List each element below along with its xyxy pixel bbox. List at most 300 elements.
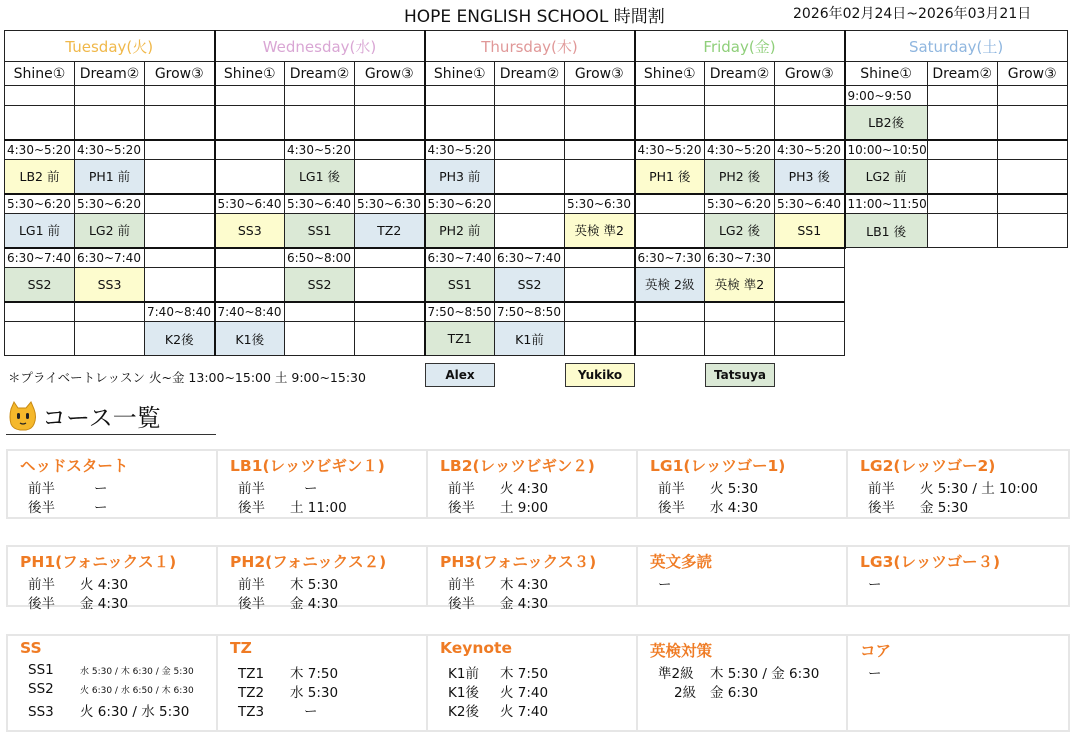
course-card	[846, 545, 1070, 607]
class-cell	[775, 106, 845, 140]
course-name: PH3(フォニックス３)	[440, 553, 597, 571]
schedule-label: 後半	[28, 500, 55, 516]
schedule-label: 前半	[448, 481, 475, 497]
time-cell	[145, 194, 215, 214]
course-schedule-row	[28, 496, 108, 516]
legend-yukiko: Yukiko	[565, 363, 635, 387]
course-card	[216, 634, 428, 732]
class-cell: PH2 前	[425, 214, 495, 248]
course-name: LG3(レッツゴー３)	[860, 553, 1001, 571]
course-schedule-row	[868, 662, 882, 682]
time-cell: 5:30~6:20	[75, 194, 145, 214]
schedule-label: K1後	[448, 685, 479, 701]
time-cell	[565, 248, 635, 268]
course-card	[846, 634, 1070, 732]
class-header: Grow③	[565, 62, 635, 86]
course-schedule-row	[658, 573, 672, 593]
time-cell: 6:30~7:40	[425, 248, 495, 268]
schedule-label: 前半	[658, 481, 685, 497]
course-schedule-row	[658, 681, 758, 701]
time-cell	[565, 86, 635, 106]
time-cell	[495, 140, 565, 160]
class-cell: LB1 後	[845, 214, 928, 248]
empty-area	[845, 302, 928, 322]
time-cell	[495, 194, 565, 214]
schedule-value: 金 5:30	[920, 500, 969, 516]
time-cell	[927, 194, 997, 214]
class-cell	[997, 106, 1067, 140]
course-schedule-row	[448, 662, 548, 682]
class-cell	[355, 160, 425, 194]
class-header: Dream②	[705, 62, 775, 86]
class-cell	[565, 322, 635, 356]
time-cell	[997, 86, 1067, 106]
schedule-value: ー	[304, 704, 318, 720]
course-schedule-row	[238, 496, 347, 516]
class-cell: SS3	[75, 268, 145, 302]
schedule-label: 前半	[868, 481, 895, 497]
course-schedule-row	[658, 477, 758, 497]
class-cell	[75, 322, 145, 356]
class-cell: 英検 準2	[565, 214, 635, 248]
time-cell: 5:30~6:40	[285, 194, 355, 214]
schedule-value: 金 6:30	[710, 685, 759, 701]
course-name: PH2(フォニックス２)	[230, 553, 387, 571]
schedule-value: 水 5:30 / 木 6:30 / 金 5:30	[80, 667, 194, 677]
class-cell: PH1 前	[75, 160, 145, 194]
class-header: Shine①	[845, 62, 928, 86]
course-schedule-row	[238, 477, 318, 497]
course-name: ヘッドスタート	[20, 457, 129, 475]
empty-area	[845, 268, 928, 302]
day-header-row	[5, 31, 1068, 62]
course-name: LG1(レッツゴー1)	[650, 457, 786, 475]
course-schedule-row	[238, 573, 338, 593]
class-cell: 英検 2級	[635, 268, 705, 302]
time-cell	[565, 140, 635, 160]
course-card	[216, 449, 428, 519]
course-card	[636, 545, 848, 607]
empty-area	[845, 322, 928, 356]
schedule-value: 木 5:30	[290, 577, 339, 593]
course-schedule-row	[868, 477, 1038, 497]
course-schedule-row	[658, 496, 758, 516]
class-cell	[927, 160, 997, 194]
class-cell: TZ1	[425, 322, 495, 356]
time-row	[5, 140, 1068, 160]
course-name: SS	[20, 639, 42, 657]
time-cell: 5:30~6:20	[5, 194, 75, 214]
class-cell	[215, 160, 285, 194]
class-cell: SS1	[425, 268, 495, 302]
class-cell: K1前	[495, 322, 565, 356]
schedule-value: ー	[868, 666, 882, 682]
class-cell: LG1 後	[285, 160, 355, 194]
time-cell: 4:30~5:20	[285, 140, 355, 160]
course-schedule-row	[658, 662, 819, 682]
class-cell: 英検 準2	[705, 268, 775, 302]
schedule-value: 火 4:30	[80, 577, 129, 593]
page-title: HOPE ENGLISH SCHOOL 時間割	[404, 7, 665, 27]
time-cell	[565, 302, 635, 322]
time-row	[5, 302, 1068, 322]
class-cell	[495, 106, 565, 140]
course-schedule-row	[448, 477, 548, 497]
time-cell: 7:50~8:50	[425, 302, 495, 322]
schedule-value: ー	[304, 481, 318, 497]
time-cell: 11:00~11:50	[845, 194, 928, 214]
empty-area	[927, 248, 997, 268]
class-cell	[75, 106, 145, 140]
course-schedule-row	[28, 573, 128, 593]
time-cell	[75, 86, 145, 106]
time-cell	[285, 302, 355, 322]
course-schedule-row	[238, 592, 338, 612]
time-cell	[997, 140, 1067, 160]
mascot-character-icon	[6, 399, 40, 433]
time-cell: 5:30~6:30	[565, 194, 635, 214]
time-cell: 5:30~6:20	[705, 194, 775, 214]
empty-area	[997, 322, 1067, 356]
date-range: 2026年02月24日~2026年03月21日	[793, 6, 1032, 22]
time-cell	[635, 86, 705, 106]
schedule-value: 金 4:30	[500, 596, 549, 612]
schedule-value: 水 5:30	[290, 685, 339, 701]
course-schedule-row	[448, 573, 548, 593]
class-cell	[635, 322, 705, 356]
empty-area	[927, 302, 997, 322]
time-cell: 5:30~6:20	[425, 194, 495, 214]
class-cell	[145, 106, 215, 140]
private-lesson-note: ＊プライベートレッスン 火~金 13:00~15:00 土 9:00~15:30	[8, 370, 366, 385]
time-cell	[635, 194, 705, 214]
time-cell	[705, 302, 775, 322]
time-cell	[145, 140, 215, 160]
schedule-value: 火 4:30	[500, 481, 549, 497]
schedule-label: 後半	[658, 500, 685, 516]
class-cell: SS1	[285, 214, 355, 248]
course-list-title: コース一覧	[42, 404, 161, 432]
course-schedule-row	[868, 573, 882, 593]
legend-tatsuya: Tatsuya	[705, 363, 775, 387]
class-header: Grow③	[145, 62, 215, 86]
class-cell: SS2	[285, 268, 355, 302]
empty-area	[997, 268, 1067, 302]
class-cell	[355, 106, 425, 140]
time-cell: 6:30~7:40	[75, 248, 145, 268]
timetable	[4, 30, 1068, 356]
empty-area	[997, 302, 1067, 322]
time-cell	[215, 248, 285, 268]
time-cell	[215, 86, 285, 106]
time-cell	[75, 302, 145, 322]
class-header: Shine①	[425, 62, 495, 86]
class-row	[5, 268, 1068, 302]
schedule-value: ー	[94, 481, 108, 497]
course-name: LB2(レッツビギン２)	[440, 457, 595, 475]
class-cell	[705, 322, 775, 356]
course-list-heading	[6, 398, 161, 433]
class-header: Grow③	[997, 62, 1067, 86]
course-card	[636, 449, 848, 519]
class-cell	[215, 106, 285, 140]
class-cell	[495, 160, 565, 194]
time-cell: 5:30~6:30	[355, 194, 425, 214]
schedule-value: ー	[658, 577, 672, 593]
course-name: コア	[860, 642, 892, 660]
class-cell	[635, 214, 705, 248]
time-cell: 6:30~7:30	[635, 248, 705, 268]
class-header: Grow③	[775, 62, 845, 86]
class-row	[5, 106, 1068, 140]
class-cell	[145, 268, 215, 302]
schedule-label: 後半	[238, 596, 265, 612]
time-cell	[5, 86, 75, 106]
class-cell	[495, 214, 565, 248]
course-card	[6, 449, 218, 519]
class-cell	[285, 322, 355, 356]
class-cell: SS2	[495, 268, 565, 302]
course-card	[636, 634, 848, 732]
schedule-value: 金 4:30	[80, 596, 129, 612]
schedule-value: 木 7:50	[290, 666, 339, 682]
schedule-value: 火 5:30 / 土 10:00	[920, 481, 1038, 497]
time-cell	[927, 140, 997, 160]
time-cell: 5:30~6:40	[775, 194, 845, 214]
class-cell: LB2後	[845, 106, 928, 140]
day-header: Thursday(木)	[425, 31, 635, 62]
empty-area	[845, 248, 928, 268]
course-card	[6, 634, 218, 732]
course-name: TZ	[230, 639, 252, 657]
time-cell: 10:00~10:50	[845, 140, 928, 160]
time-cell	[775, 86, 845, 106]
time-cell	[145, 86, 215, 106]
schedule-label: 後半	[28, 596, 55, 612]
time-cell	[775, 302, 845, 322]
class-row	[5, 160, 1068, 194]
course-heading-underline	[6, 434, 216, 435]
course-name: 英検対策	[650, 642, 713, 660]
course-schedule-row	[28, 681, 194, 697]
class-cell	[565, 160, 635, 194]
schedule-value: 土 9:00	[500, 500, 549, 516]
schedule-value: 木 7:50	[500, 666, 549, 682]
day-header: Tuesday(火)	[5, 31, 215, 62]
schedule-label: 前半	[448, 577, 475, 593]
time-cell: 6:30~7:30	[705, 248, 775, 268]
class-cell: LB2 前	[5, 160, 75, 194]
time-cell: 6:30~7:40	[5, 248, 75, 268]
time-cell: 7:50~8:50	[495, 302, 565, 322]
schedule-label: 前半	[238, 481, 265, 497]
course-card	[426, 449, 638, 519]
class-cell: TZ2	[355, 214, 425, 248]
class-cell: PH3 前	[425, 160, 495, 194]
time-cell	[355, 248, 425, 268]
time-cell	[355, 302, 425, 322]
schedule-label: TZ2	[238, 685, 265, 701]
course-schedule-row	[28, 700, 189, 720]
schedule-label: 後半	[238, 500, 265, 516]
class-header: Dream②	[495, 62, 565, 86]
schedule-label: TZ1	[238, 666, 265, 682]
class-cell	[705, 106, 775, 140]
time-cell: 6:30~7:40	[495, 248, 565, 268]
course-schedule-row	[448, 592, 548, 612]
class-cell	[355, 322, 425, 356]
schedule-label: 後半	[868, 500, 895, 516]
schedule-label: 前半	[28, 481, 55, 497]
schedule-label: 前半	[238, 577, 265, 593]
class-cell	[355, 268, 425, 302]
time-cell	[997, 194, 1067, 214]
empty-area	[927, 268, 997, 302]
schedule-label: K2後	[448, 704, 479, 720]
schedule-label: 後半	[448, 596, 475, 612]
time-cell	[495, 86, 565, 106]
course-schedule-row	[238, 662, 338, 682]
class-cell	[997, 214, 1067, 248]
course-schedule-row	[238, 681, 338, 701]
time-row	[5, 248, 1068, 268]
day-header: Friday(金)	[635, 31, 845, 62]
schedule-label: SS2	[28, 681, 54, 697]
time-cell: 4:30~5:20	[775, 140, 845, 160]
class-cell	[997, 160, 1067, 194]
time-cell	[705, 86, 775, 106]
schedule-value: 火 6:30 / 水 5:30	[80, 704, 190, 720]
time-cell: 4:30~5:20	[75, 140, 145, 160]
time-cell	[355, 140, 425, 160]
class-cell	[565, 106, 635, 140]
time-cell: 4:30~5:20	[705, 140, 775, 160]
schedule-value: 火 6:30 / 水 6:50 / 木 6:30	[80, 686, 194, 696]
time-cell	[775, 248, 845, 268]
time-cell	[425, 86, 495, 106]
schedule-value: 土 11:00	[290, 500, 347, 516]
course-schedule-row	[448, 681, 548, 701]
class-cell	[775, 322, 845, 356]
schedule-value: ー	[94, 500, 108, 516]
class-header: Shine①	[5, 62, 75, 86]
course-name: LB1(レッツビギン１)	[230, 457, 385, 475]
time-cell: 4:30~5:20	[425, 140, 495, 160]
class-header: Grow③	[355, 62, 425, 86]
time-cell	[5, 302, 75, 322]
class-header: Shine①	[215, 62, 285, 86]
course-name: Keynote	[440, 639, 512, 657]
time-cell	[927, 86, 997, 106]
schedule-value: 金 4:30	[290, 596, 339, 612]
class-header: Shine①	[635, 62, 705, 86]
time-row	[5, 194, 1068, 214]
class-cell	[285, 106, 355, 140]
schedule-value: 木 4:30	[500, 577, 549, 593]
class-header: Dream②	[285, 62, 355, 86]
course-card	[216, 545, 428, 612]
class-cell: PH1 後	[635, 160, 705, 194]
class-header: Dream②	[927, 62, 997, 86]
class-cell	[5, 106, 75, 140]
time-cell	[635, 302, 705, 322]
course-schedule-row	[28, 662, 194, 678]
schedule-value: 木 5:30 / 金 6:30	[710, 666, 820, 682]
course-schedule-row	[238, 700, 318, 720]
course-schedule-row	[868, 496, 968, 516]
class-cell	[145, 214, 215, 248]
class-cell	[927, 214, 997, 248]
time-cell: 6:50~8:00	[285, 248, 355, 268]
time-row	[5, 86, 1068, 106]
course-schedule-row	[28, 592, 128, 612]
class-cell	[425, 106, 495, 140]
class-cell	[635, 106, 705, 140]
course-card	[426, 634, 638, 732]
time-cell	[285, 86, 355, 106]
class-cell: K2後	[145, 322, 215, 356]
day-header: Wednesday(水)	[215, 31, 425, 62]
schedule-value: 火 7:40	[500, 685, 549, 701]
class-cell: LG2 後	[705, 214, 775, 248]
schedule-label: 後半	[448, 500, 475, 516]
empty-area	[927, 322, 997, 356]
time-cell: 4:30~5:20	[635, 140, 705, 160]
class-cell: PH2 後	[705, 160, 775, 194]
course-card	[846, 449, 1070, 519]
schedule-value: 火 5:30	[710, 481, 759, 497]
class-cell: LG2 前	[845, 160, 928, 194]
course-schedule-row	[448, 700, 548, 720]
course-name: PH1(フォニックス１)	[20, 553, 177, 571]
day-header: Saturday(土)	[845, 31, 1068, 62]
course-card	[426, 545, 638, 612]
schedule-label: SS3	[28, 704, 54, 720]
time-cell: 9:00~9:50	[845, 86, 928, 106]
class-header: Dream②	[75, 62, 145, 86]
class-cell	[927, 106, 997, 140]
schedule-label: SS1	[28, 662, 54, 678]
course-schedule-row	[28, 477, 108, 497]
class-cell	[145, 160, 215, 194]
course-name: LG2(レッツゴー2)	[860, 457, 996, 475]
course-card	[6, 545, 218, 612]
class-cell	[5, 322, 75, 356]
class-header-row	[5, 62, 1068, 86]
class-cell: LG2 前	[75, 214, 145, 248]
schedule-value: 火 7:40	[500, 704, 549, 720]
legend-alex: Alex	[425, 363, 495, 387]
class-cell	[565, 268, 635, 302]
course-name: 英文多読	[650, 553, 713, 571]
class-cell	[775, 268, 845, 302]
schedule-label: TZ3	[238, 704, 265, 720]
class-row	[5, 214, 1068, 248]
time-cell: 4:30~5:20	[5, 140, 75, 160]
class-cell: K1後	[215, 322, 285, 356]
class-cell: SS1	[775, 214, 845, 248]
class-cell: PH3 後	[775, 160, 845, 194]
time-cell: 5:30~6:40	[215, 194, 285, 214]
class-row	[5, 322, 1068, 356]
time-cell	[355, 86, 425, 106]
schedule-label: 前半	[28, 577, 55, 593]
schedule-label: 2級	[674, 685, 697, 701]
time-cell	[215, 140, 285, 160]
time-cell	[145, 248, 215, 268]
time-cell: 7:40~8:40	[215, 302, 285, 322]
course-schedule-row	[448, 496, 548, 516]
